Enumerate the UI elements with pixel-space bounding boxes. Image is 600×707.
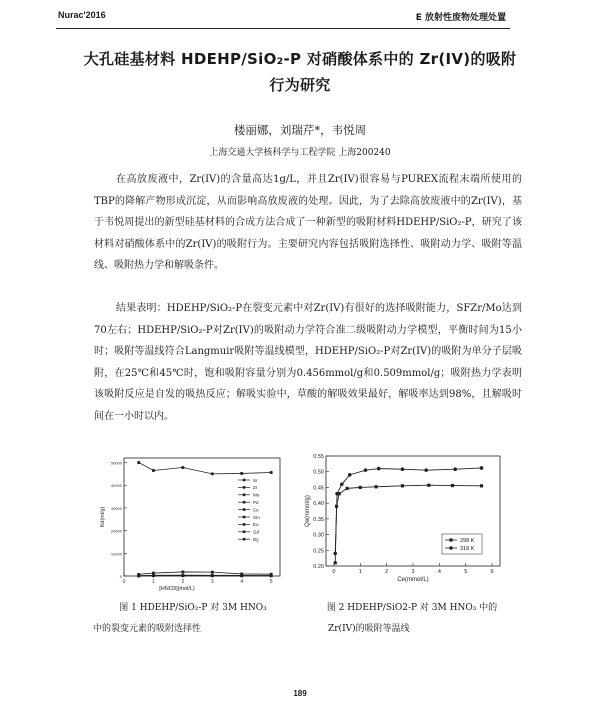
data-point-zr [137, 461, 140, 464]
figure-1-caption-line1: 图 1 HDEHP/SiO₂-P 对 3M HNO₃ [119, 603, 267, 613]
header-rule [56, 28, 510, 29]
running-header [0, 10, 600, 26]
legend-label: Zr [253, 485, 258, 491]
legend-label: Eu [253, 522, 259, 528]
legend-label: Sm [253, 514, 260, 520]
data-point-318k [364, 468, 368, 472]
x-tick-label: 4 [437, 569, 441, 575]
x-tick-label: 3 [411, 569, 415, 575]
series-line-zr [139, 463, 271, 474]
x-tick-label: 5 [464, 569, 468, 575]
figure-2-caption-line2: Zr(IV)的吸附等温线 [328, 624, 410, 634]
legend-label: Ce [253, 507, 259, 513]
data-point-ce [152, 574, 155, 577]
data-point-zr [270, 471, 273, 474]
figure-2-caption-line1: 图 2 HDEHP/SiO2-P 对 3M HNO₃ 中的 [326, 603, 498, 613]
data-point-318k [424, 468, 428, 472]
legend-label: Mo [253, 492, 260, 498]
x-tick-label: 4 [240, 579, 244, 585]
y-tick-label: 20000 [110, 528, 122, 534]
legend-label: 298 K [460, 538, 475, 544]
x-tick-label: 1 [358, 569, 362, 575]
y-tick-label: 10000 [110, 551, 122, 557]
legend-marker [243, 501, 246, 504]
data-point-zr [181, 466, 184, 469]
legend-label: Gd [253, 529, 260, 535]
paper-title-line2: 行为研究 [269, 76, 331, 94]
data-point-mo [181, 571, 184, 574]
legend-marker [243, 486, 246, 489]
y-tick-label: 0.30 [313, 532, 324, 539]
data-point-318k [377, 467, 381, 471]
legend-marker [449, 546, 453, 550]
data-point-298k [480, 484, 483, 487]
data-point-ce [181, 574, 184, 577]
legend-marker [243, 479, 246, 482]
data-point-ce [270, 574, 273, 577]
paper-title-line1: 大孔硅基材料 HDEHP/SiO₂-P 对硝酸体系中的 Zr(IV)的吸附 [83, 50, 517, 68]
legend-marker [243, 523, 246, 526]
y-tick-label: 40000 [110, 483, 122, 489]
data-point-318k [333, 552, 337, 556]
abstract-paragraph-1: 在高放废液中，Zr(IV)的含量高达1g/L，并且Zr(IV)很容易与PUREX流程末端所使用的TBP的降解产物形成沉淀，从而影响高放废液的处理。因此，为了去除高放废液中的Zr(IV)，基于韦悦周提出的新型硅基材料的合成方法合成了一种新型的吸附材料HDEHP/SiO₂-P，研究了该材料对硝酸体系中的Zr(IV)的吸附行为。主要研究内容包括吸附选择性、吸附动力学、吸附等温线、吸附热力学和解吸条件。 [94, 174, 522, 271]
conference-name: Nurac'2016 [58, 10, 106, 20]
x-tick-label: 6 [490, 569, 494, 575]
data-point-298k [345, 487, 348, 490]
legend-marker [243, 531, 246, 534]
x-tick-label: 5 [269, 579, 273, 585]
y-tick-label: 0.35 [313, 516, 324, 523]
legend-marker [243, 516, 246, 519]
y-axis-label: Kd(ml/g) [100, 506, 106, 528]
legend-marker [449, 538, 452, 541]
y-tick-label: 0.45 [313, 485, 324, 492]
series-line-mo [139, 572, 271, 574]
y-tick-label: 0.55 [313, 454, 324, 460]
data-point-318k [335, 492, 339, 496]
data-point-298k [451, 484, 454, 487]
x-tick-label: 0 [122, 579, 126, 585]
data-point-298k [374, 485, 377, 488]
data-point-zr [211, 472, 214, 475]
data-point-ce [240, 574, 243, 577]
data-point-zr [152, 469, 155, 472]
affiliation: 上海交通大学核科学与工程学院 上海200240 [209, 148, 391, 158]
y-tick-label: 0.40 [313, 501, 324, 508]
data-point-318k [401, 467, 405, 471]
data-point-mo [211, 571, 214, 574]
legend-label: Dy [253, 537, 259, 542]
legend-label: Sr [253, 477, 258, 483]
legend-marker [243, 494, 246, 497]
data-point-ce [211, 574, 214, 577]
data-point-ce [137, 574, 140, 577]
x-tick-label: 3 [210, 579, 214, 585]
authors: 楼丽娜，刘瑞芹*，韦悦周 [233, 123, 367, 137]
data-point-zr [240, 472, 243, 475]
figure-2-isotherm-chart [302, 450, 510, 602]
y-tick-label: 30000 [110, 505, 122, 511]
legend-label: Pd [253, 500, 259, 505]
figure-1-caption-line2: 中的裂变元素的吸附选择性 [93, 624, 202, 634]
legend-marker [243, 508, 246, 511]
x-axis-label: [HNO3](mol/L) [159, 586, 195, 592]
data-point-298k [427, 484, 430, 487]
data-point-318k [480, 466, 484, 470]
page-number: 189 [293, 689, 307, 698]
data-point-318k [340, 482, 344, 486]
data-point-298k [401, 484, 404, 487]
y-tick-label: 0.50 [313, 469, 324, 476]
x-tick-label: 2 [181, 579, 185, 585]
data-point-318k [348, 473, 352, 477]
y-tick-label: 0.25 [313, 548, 324, 555]
data-point-318k [453, 467, 457, 471]
legend-label: 318 K [460, 546, 475, 552]
legend-marker [243, 538, 246, 541]
x-tick-label: 1 [152, 579, 155, 585]
y-tick-label: 50000 [110, 460, 122, 466]
y-tick-label: 0 [119, 574, 122, 579]
y-tick-label: 0.20 [313, 564, 324, 570]
data-point-298k [359, 486, 362, 489]
x-tick-label: 2 [385, 569, 389, 575]
figure-1-selectivity-chart [90, 450, 290, 602]
abstract-paragraph-2: 结果表明：HDEHP/SiO₂-P在裂变元素中对Zr(IV)有很好的选择吸附能力，SFZr/Mo达到70左右；HDEHP/SiO₂-P对Zr(IV)的吸附动力学符合准二级吸附动力学模型，平衡时间为15小时；吸附等温线符合Langmuir吸附等温线模型，HDEHP/SiO₂-P对Zr(IV)的吸附为单分子层吸附，在25℃和45℃时，饱和吸附容量分别为0.456mmol/g和0.509mmol/g；吸附热力学表明该吸附反应是自发的吸热反应；解吸实验中，草酸的解吸效果最好，解吸率达到98%，且解吸时间在一小时以内。 [94, 303, 522, 422]
x-tick-label: 0 [332, 569, 336, 575]
x-axis-label: Ce(mmol/L) [397, 577, 429, 583]
data-point-298k [334, 561, 337, 564]
y-axis-label: Qe(mmol/g) [305, 495, 311, 527]
section-name: E 放射性废物处理处置 [415, 13, 506, 23]
